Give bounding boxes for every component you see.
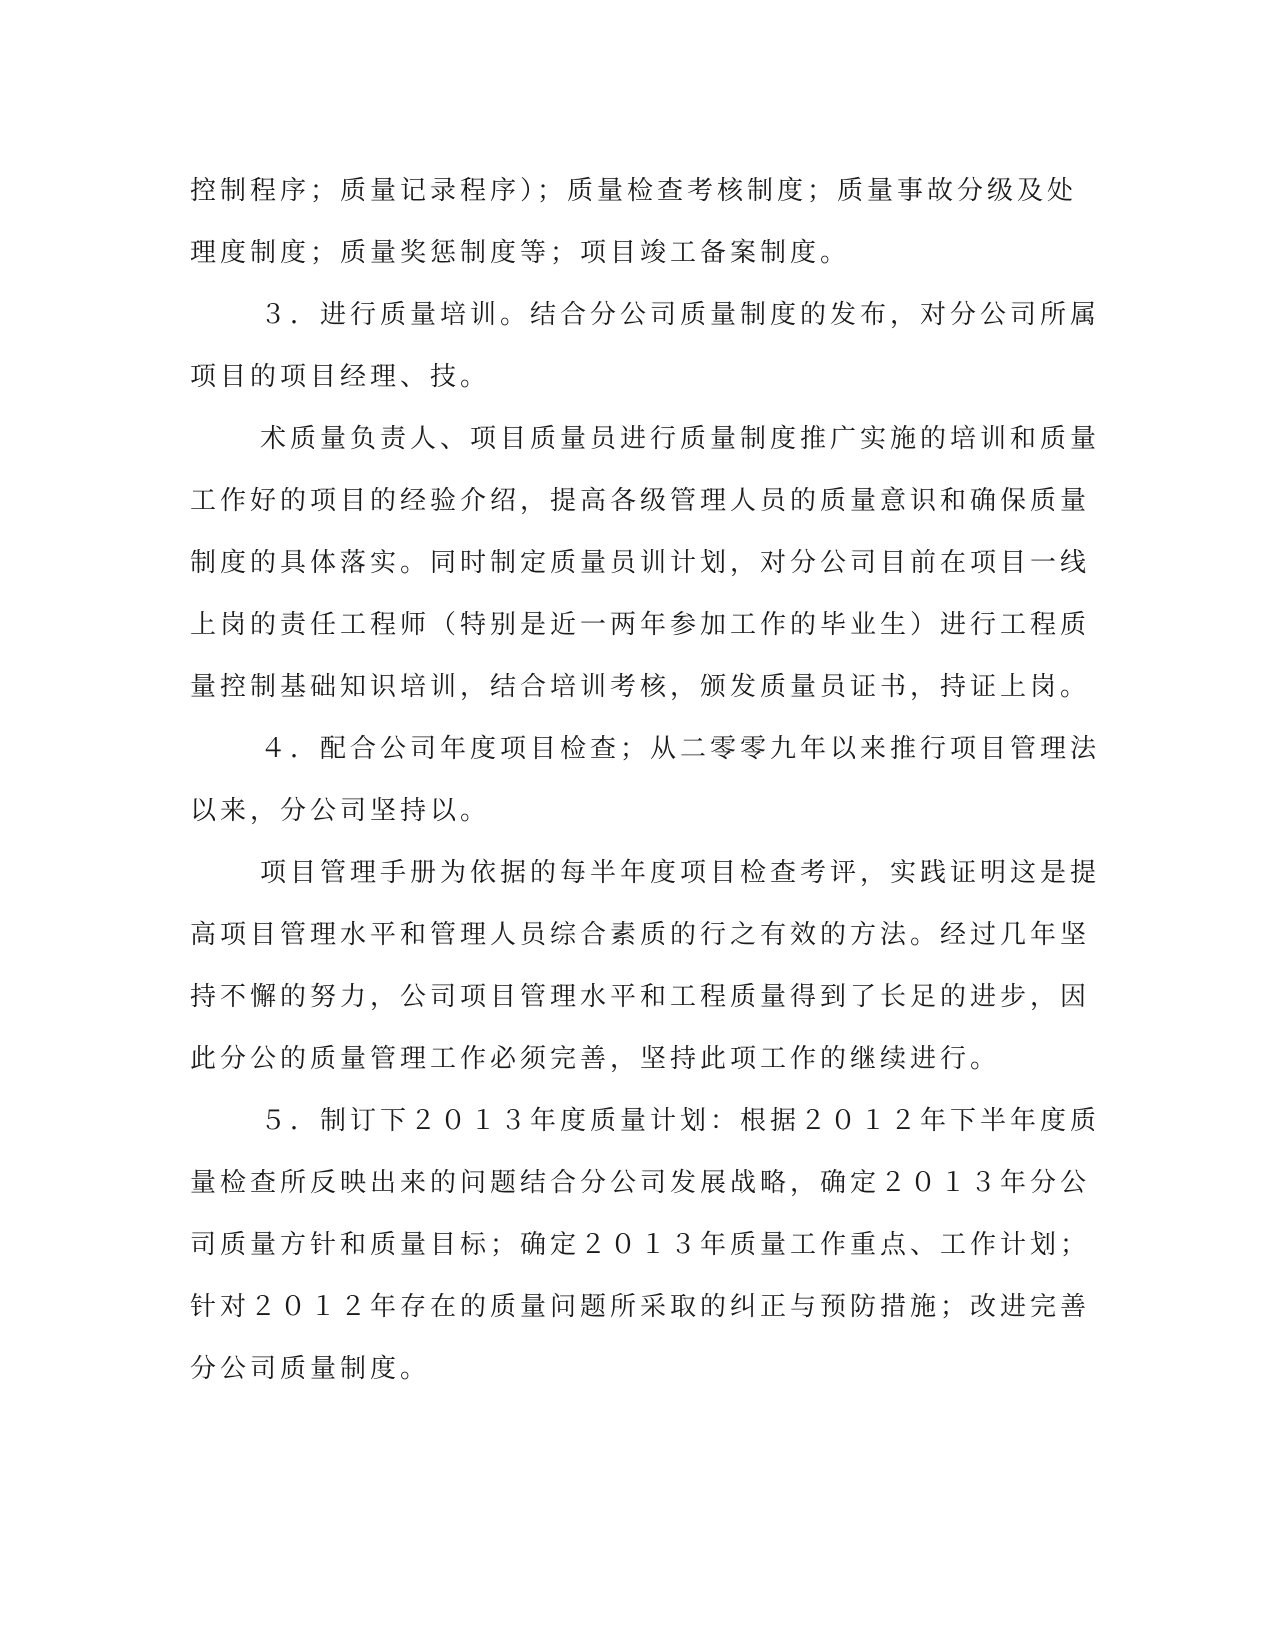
document-body (190, 160, 1101, 1400)
text-line-20: 分公司质量制度。 (190, 1354, 431, 1384)
text-line-2: 理度制度；质量奖惩制度等；项目竣工备案制度。 (190, 238, 851, 268)
text-line-14: 持不懈的努力，公司项目管理水平和工程质量得到了长足的进步，因 (190, 982, 1091, 1012)
text-line-9: 量控制基础知识培训，结合培训考核，颁发质量员证书，持证上岗。 (190, 672, 1091, 702)
text-line-10: ４．配合公司年度项目检查；从二零零九年以来推行项目管理法 (260, 734, 1101, 764)
text-line-15: 此分公的质量管理工作必须完善，坚持此项工作的继续进行。 (190, 1044, 1001, 1074)
text-line-3: ３．进行质量培训。结合分公司质量制度的发布，对分公司所属 (260, 300, 1101, 330)
text-line-4: 项目的项目经理、技。 (190, 362, 491, 392)
text-line-12: 项目管理手册为依据的每半年度项目检查考评，实践证明这是提 (260, 858, 1101, 888)
text-line-1: 控制程序；质量记录程序）；质量检查考核制度；质量事故分级及处 (190, 176, 1078, 206)
text-line-19: 针对２０１２年存在的质量问题所采取的纠正与预防措施；改进完善 (190, 1292, 1091, 1322)
text-line-13: 高项目管理水平和管理人员综合素质的行之有效的方法。经过几年坚 (190, 920, 1091, 950)
text-line-11: 以来，分公司坚持以。 (190, 796, 491, 826)
text-line-17: 量检查所反映出来的问题结合分公司发展战略，确定２０１３年分公 (190, 1168, 1091, 1198)
text-line-18: 司质量方针和质量目标；确定２０１３年质量工作重点、工作计划； (190, 1230, 1091, 1260)
text-line-7: 制度的具体落实。同时制定质量员训计划，对分公司目前在项目一线 (190, 548, 1091, 578)
text-line-6: 工作好的项目的经验介绍，提高各级管理人员的质量意识和确保质量 (190, 486, 1091, 516)
text-line-8: 上岗的责任工程师（特别是近一两年参加工作的毕业生）进行工程质 (190, 610, 1091, 640)
text-line-5: 术质量负责人、项目质量员进行质量制度推广实施的培训和质量 (260, 424, 1101, 454)
text-line-16: ５．制订下２０１３年度质量计划：根据２０１２年下半年度质 (260, 1106, 1101, 1136)
